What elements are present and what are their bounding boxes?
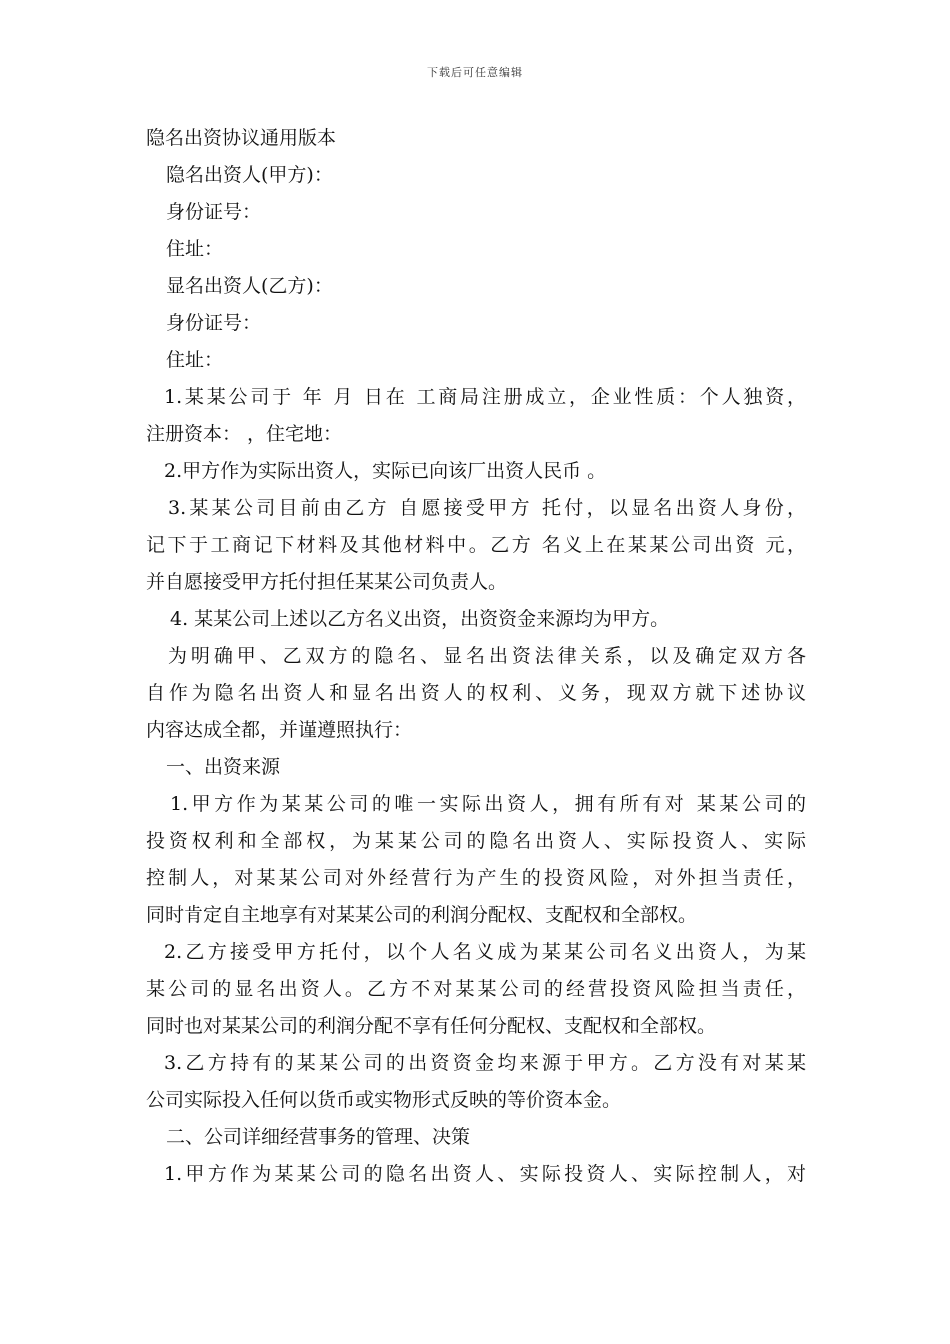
paragraph-line: 记下于工商记下材料及其他材料中。乙方 名义上在某某公司出资 元，: [146, 534, 806, 556]
paragraph-line: 3.乙方持有的某某公司的出资资金均来源于甲方。乙方没有对某某: [164, 1052, 806, 1074]
party-a-label: 隐名出资人(甲方)：: [166, 164, 333, 186]
document-body: [146, 120, 806, 1193]
section-heading: 二、公司详细经营事务的管理、决策: [166, 1126, 471, 1148]
party-a-address-label: 住址：: [166, 238, 224, 260]
party-a-id-label: 身份证号：: [166, 201, 262, 223]
paragraph-line: 并自愿接受甲方托付担任某某公司负责人。: [146, 571, 508, 593]
paragraph-line: 自作为隐名出资人和显名出资人的权利、义务，现双方就下述协议: [146, 682, 806, 704]
page-header: 下载后可任意编辑: [427, 66, 523, 79]
paragraph-line: 注册资本： ，住宅地：: [146, 423, 343, 445]
party-b-id-label: 身份证号：: [166, 312, 262, 334]
paragraph-line: 1.甲方作为某某公司的隐名出资人、实际投资人、实际控制人，对: [164, 1163, 806, 1185]
paragraph-line: 控制人，对某某公司对外经营行为产生的投资风险，对外担当责任，: [146, 867, 806, 889]
paragraph-line: 同时肯定自主地享有对某某公司的利润分配权、支配权和全部权。: [146, 904, 698, 926]
paragraph-line: 1.甲方作为某某公司的唯一实际出资人，拥有所有对 某某公司的: [170, 793, 806, 815]
party-b-address-label: 住址：: [166, 349, 224, 371]
paragraph-line: 4. 某某公司上述以乙方名义出资，出资资金来源均为甲方。: [170, 608, 670, 630]
paragraph-line: 2.甲方作为实际出资人，实际已向该厂出资人民币 。: [164, 460, 607, 482]
section-heading: 一、出资来源: [166, 756, 281, 778]
paragraph-line: 2.乙方接受甲方托付，以个人名义成为某某公司名义出资人，为某: [164, 941, 806, 963]
paragraph-line: 3.某某公司目前由乙方 自愿接受甲方 托付，以显名出资人身份，: [168, 497, 806, 519]
paragraph-line: 公司实际投入任何以货币或实物形式反映的等价资本金。: [146, 1089, 622, 1111]
paragraph-line: 投资权利和全部权，为某某公司的隐名出资人、实际投资人、实际: [146, 830, 806, 852]
paragraph-line: 同时也对某某公司的利润分配不享有任何分配权、支配权和全部权。: [146, 1015, 717, 1037]
paragraph-line: 某公司的显名出资人。乙方不对某某公司的经营投资风险担当责任，: [146, 978, 806, 1000]
paragraph-line: 1.某某公司于 年 月 日在 工商局注册成立，企业性质：个人独资，: [164, 386, 806, 408]
document-title: 隐名出资协议通用版本: [146, 127, 337, 149]
paragraph-line: 内容达成全都，并谨遵照执行：: [146, 719, 413, 741]
party-b-label: 显名出资人(乙方)：: [166, 275, 333, 297]
paragraph-line: 为明确甲、乙双方的隐名、显名出资法律关系，以及确定双方各: [168, 645, 806, 667]
